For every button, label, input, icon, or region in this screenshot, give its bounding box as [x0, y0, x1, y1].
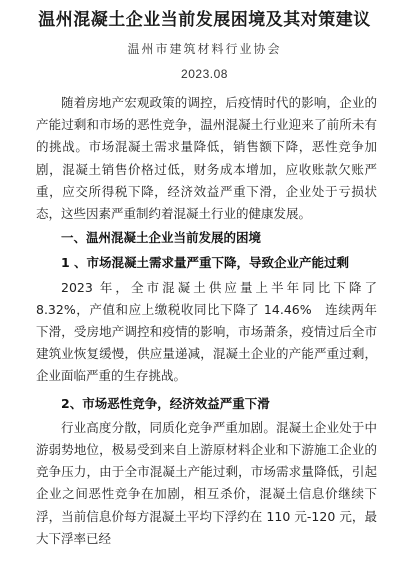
- subsection-heading-1: 1 、市场混凝土需求量严重下降，导致企业产能过剩: [61, 255, 350, 271]
- document-organization: 温州市建筑材料行业协会: [127, 42, 282, 56]
- document-body: [36, 92, 377, 550]
- subsection-heading-2: 2、市场恶性竞争，经济效益严重下滑: [61, 395, 270, 411]
- section-heading-1: 一、温州混凝土企业当前发展的困境: [61, 230, 262, 246]
- subsection-paragraph-2: 行业高度分散，同质化竞争严重加剧。混凝土企业处于中游弱势地位，极易受到来自上游原材料企业和下游施工企业的竞争压力，由于全市混凝土产能过剩，市场需求量降低，引起企业之间恶性竞争在加剧，相互杀价，混凝土信息价继续下浮，当前信息价每方混凝土平均下浮约在 110 元-120 元，最大下浮率已经: [36, 419, 377, 546]
- document-title: 温州混凝土企业当前发展困境及其对策建议: [38, 10, 371, 30]
- document-date: 2023.08: [181, 67, 228, 81]
- intro-paragraph: 随着房地产宏观政策的调控，后疫情时代的影响，企业的产能过剩和市场的恶性竞争，温州混凝土行业迎来了前所未有的挑战。市场混凝土需求量降低，销售额下降，恶性竞争加剧，混凝土销售价格过低，财务成本增加，应收账款欠账严重，应交所得税下降，经济效益严重下滑，企业处于亏损状态，这些因素严重制约着混凝土行业的健康发展。: [36, 95, 377, 222]
- subsection-paragraph-1: 2023 年，全市混凝土供应量上半年同比下降了 8.32%，产值和应上缴税收同比下降了 14.46% 连续两年下滑，受房地产调控和疫情的影响，市场萧条，疫情过后全市建筑业恢复缓慢，供应量递减，混凝土企业的产能严重过剩，企业面临严重的生存挑战。: [36, 279, 377, 384]
